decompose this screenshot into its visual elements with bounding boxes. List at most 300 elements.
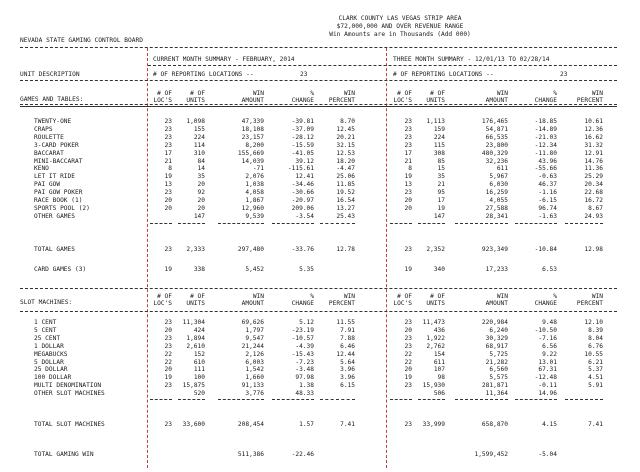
cell-c-chg: -3.54 [295, 212, 314, 220]
cell-t-win: 220,984 [481, 319, 508, 326]
cell-t-win: 4,055 [489, 197, 508, 204]
grand-total-three-win: 1,599,452 [474, 451, 508, 458]
cell-c-loc: 23 [164, 334, 172, 342]
cell-t-chg: 4.15 [542, 421, 557, 428]
col-header-pct: WIN [343, 90, 355, 97]
rule-period [148, 65, 617, 66]
cell-c-chg: -20.97 [291, 197, 314, 204]
cell-t-loc: 19 [404, 374, 412, 382]
cell-c-win: 1,797 [245, 326, 264, 334]
cell-t-win: 6,240 [489, 326, 508, 334]
cell-t-chg: -18.85 [534, 118, 557, 125]
separator-left [147, 48, 148, 468]
grand-total-label: TOTAL GAMING WIN [34, 451, 94, 458]
cell-c-loc: 23 [164, 118, 172, 125]
cell-t-loc: 23 [404, 342, 412, 350]
col-header-loc: # OF [397, 90, 412, 97]
cell-c-chg: 209.06 [291, 204, 314, 212]
units-note: Win Amounts are in Thousands (Add 000) [329, 31, 471, 38]
col-header-loc: # OF [157, 293, 172, 300]
cell-t-loc: 20 [404, 366, 412, 374]
cell-c-chg: 1.57 [299, 421, 314, 428]
cell-t-chg: -21.03 [534, 133, 557, 141]
col-header-loc-sub: LOC'S [153, 97, 172, 104]
cell-c-win: 3,776 [245, 390, 264, 398]
cell-t-win: 68,917 [485, 342, 508, 350]
agency-name: NEVADA STATE GAMING CONTROL BOARD [20, 37, 143, 44]
cell-t-chg: -10.84 [534, 246, 557, 253]
cell-c-win: 2,076 [245, 173, 264, 181]
row-label: KENO [34, 165, 49, 173]
cell-c-pct: 25.43 [336, 212, 355, 220]
cell-t-pct: 10.55 [584, 350, 603, 358]
cell-c-win: 1,660 [245, 374, 264, 382]
cell-t-win: 611 [496, 165, 508, 173]
cell-c-win: 14,039 [241, 157, 264, 165]
cell-t-loc: 23 [404, 246, 412, 253]
cell-t-pct: 12.98 [584, 246, 603, 253]
subtotal-rule [515, 223, 557, 224]
cell-t-chg: 6.56 [542, 342, 557, 350]
cell-t-units: 15 [437, 165, 445, 173]
subtotal-rule [515, 399, 557, 400]
subtotal-rule [390, 223, 412, 224]
row-label: MINI-BACCARAT [34, 157, 83, 165]
cell-c-win: 8,200 [245, 141, 264, 149]
subtotal-rule [320, 223, 355, 224]
cell-c-loc: 23 [164, 342, 172, 350]
cell-t-units: 33,999 [422, 421, 445, 428]
cell-c-units: 147 [193, 212, 205, 220]
cell-c-pct: 12.44 [336, 350, 355, 358]
cell-c-chg: -28.12 [291, 133, 314, 141]
col-header-pct-sub: PERCENT [328, 300, 355, 307]
cell-t-units: 17 [437, 197, 445, 204]
cell-c-loc: 23 [164, 246, 172, 253]
cell-c-units: 424 [193, 326, 205, 334]
cell-t-chg: 13.01 [538, 358, 557, 366]
row-label: 5 CENT [34, 326, 57, 334]
cell-c-pct: 6.46 [340, 342, 355, 350]
cell-t-chg: -10.50 [534, 326, 557, 334]
col-header-chg-sub: CHANGE [534, 97, 557, 104]
cell-c-loc: 22 [164, 350, 172, 358]
cell-c-loc: 23 [164, 382, 172, 390]
cell-c-units: 1,894 [186, 334, 205, 342]
cell-t-loc: 17 [404, 149, 412, 157]
cell-t-chg: -0.11 [538, 382, 557, 390]
cell-c-loc: 20 [164, 197, 172, 204]
cell-t-loc: 23 [404, 189, 412, 197]
cell-t-loc: 20 [404, 326, 412, 334]
col-header-pct: WIN [591, 90, 603, 97]
cell-t-pct: 8.04 [588, 334, 603, 342]
col-header-loc: # OF [157, 90, 172, 97]
cell-t-pct: 25.29 [584, 173, 603, 181]
cell-t-pct: 14.76 [584, 157, 603, 165]
cell-t-loc: 21 [404, 157, 412, 165]
row-label: ROULETTE [34, 133, 64, 141]
cell-c-chg: -3.48 [295, 366, 314, 374]
col-header-win-sub: AMOUNT [241, 300, 264, 307]
col-header-units: # OF [430, 90, 445, 97]
cell-t-pct: 12.10 [584, 319, 603, 326]
report-area: CLARK COUNTY LAS VEGAS STRIP AREA [338, 15, 462, 22]
cell-c-chg: -15.59 [291, 141, 314, 149]
cell-c-win: -71 [252, 165, 264, 173]
cell-c-pct: 7.88 [340, 334, 355, 342]
cell-c-win: 18,108 [241, 125, 264, 133]
subtotal-rule [178, 399, 205, 400]
col-header-chg-sub: CHANGE [291, 97, 314, 104]
cell-c-units: 92 [197, 189, 205, 197]
cell-t-pct: 8.67 [588, 204, 603, 212]
cell-t-pct: 4.51 [588, 374, 603, 382]
row-label: OTHER SLOT MACHINES [34, 390, 105, 398]
cell-c-units: 310 [193, 149, 205, 157]
col-header-units-sub: UNITS [426, 300, 445, 307]
cell-c-pct: 19.52 [336, 189, 355, 197]
cell-c-pct: 13.27 [336, 204, 355, 212]
subtotal-rule [455, 223, 508, 224]
subtotal-rule [418, 399, 445, 400]
col-header-win: WIN [496, 90, 508, 97]
cell-t-units: 11,473 [422, 319, 445, 326]
cell-c-loc: 8 [168, 165, 172, 173]
cell-t-chg: -55.66 [534, 165, 557, 173]
cell-t-units: 154 [433, 350, 445, 358]
col-header-chg: % [310, 293, 314, 300]
cell-t-win: 28,341 [485, 212, 508, 220]
cell-c-chg: -37.09 [291, 125, 314, 133]
cell-c-chg: -33.76 [291, 246, 314, 253]
cell-c-loc: 19 [164, 173, 172, 181]
subtotal-rule [418, 223, 445, 224]
col-header-loc: # OF [397, 293, 412, 300]
rule-games-header-2 [20, 106, 617, 107]
cell-c-units: 14 [197, 165, 205, 173]
cell-c-chg: 97.98 [295, 374, 314, 382]
cell-c-pct: 18.20 [336, 157, 355, 165]
cell-t-win: 27,588 [485, 204, 508, 212]
cell-t-units: 340 [433, 266, 445, 273]
row-label: PAI GOW POKER [34, 189, 83, 197]
cell-t-units: 85 [437, 157, 445, 165]
row-label: BACCARAT [34, 149, 64, 157]
cell-t-pct: 24.93 [584, 212, 603, 220]
cell-c-chg: -30.66 [291, 189, 314, 197]
cell-t-win: 281,871 [481, 382, 508, 390]
cell-c-chg: 1.38 [299, 382, 314, 390]
row-label: 1 CENT [34, 319, 57, 326]
row-label: TWENTY-ONE [34, 118, 72, 125]
cell-t-units: 159 [433, 125, 445, 133]
subtotal-rule [565, 399, 603, 400]
cell-c-units: 111 [193, 366, 205, 374]
cell-t-loc: 23 [404, 141, 412, 149]
cell-t-units: 506 [433, 390, 445, 398]
cell-t-units: 2,762 [426, 342, 445, 350]
cell-t-win: 658,870 [481, 421, 508, 428]
cell-c-pct: 7.41 [340, 421, 355, 428]
cell-c-win: 6,003 [245, 358, 264, 366]
cell-t-chg: -12.34 [534, 141, 557, 149]
cell-t-loc: 23 [404, 334, 412, 342]
cell-c-win: 208,454 [237, 421, 264, 428]
cell-t-units: 115 [433, 141, 445, 149]
cell-c-loc: 23 [164, 133, 172, 141]
cell-t-win: 30,329 [485, 334, 508, 342]
row-label: MEGABUCKS [34, 350, 68, 358]
subtotal-rule [320, 399, 355, 400]
cell-t-win: 5,725 [489, 350, 508, 358]
row-label: CRAPS [34, 125, 53, 133]
cell-t-chg: 46.37 [538, 181, 557, 189]
section-title: SLOT MACHINES: [20, 299, 73, 306]
subtotal-rule [455, 399, 508, 400]
cell-c-pct: 16.54 [336, 197, 355, 204]
col-header-loc-sub: LOC'S [393, 97, 412, 104]
cell-t-units: 308 [433, 149, 445, 157]
row-label: LET IT RIDE [34, 173, 75, 181]
cell-c-loc: 20 [164, 366, 172, 374]
cell-c-chg: -4.39 [295, 342, 314, 350]
col-header-chg: % [553, 90, 557, 97]
cell-t-pct: 10.61 [584, 118, 603, 125]
col-header-pct-sub: PERCENT [576, 300, 603, 307]
row-label: TOTAL SLOT MACHINES [34, 421, 105, 428]
row-label: 25 CENT [34, 334, 61, 342]
three-locations-value: 23 [560, 71, 568, 78]
col-header-loc-sub: LOC'S [393, 300, 412, 307]
cell-t-pct: 20.34 [584, 181, 603, 189]
rule-top [20, 47, 617, 48]
col-header-win: WIN [252, 293, 264, 300]
current-month-title: CURRENT MONTH SUMMARY - FEBRUARY, 2014 [153, 56, 295, 63]
three-locations-label: # OF REPORTING LOCATIONS -- [393, 71, 494, 78]
row-label: MULTI DENOMINATION [34, 382, 102, 390]
cell-t-win: 54,871 [485, 125, 508, 133]
cell-c-pct: 12.53 [336, 149, 355, 157]
cell-t-win: 480,329 [481, 149, 508, 157]
revenue-range: $72,000,000 AND OVER REVENUE RANGE [336, 23, 464, 30]
cell-t-units: 611 [433, 358, 445, 366]
cell-t-win: 11,364 [485, 390, 508, 398]
col-header-win: WIN [252, 90, 264, 97]
cell-c-loc: 23 [164, 421, 172, 428]
rule-games-header [20, 104, 617, 105]
cell-c-units: 1,098 [186, 118, 205, 125]
separator-middle [386, 48, 387, 468]
cell-c-units: 114 [193, 141, 205, 149]
cell-c-units: 610 [193, 358, 205, 366]
cell-t-pct: 8.39 [588, 326, 603, 334]
cell-t-loc: 23 [404, 421, 412, 428]
cell-t-chg: -1.16 [538, 189, 557, 197]
cell-c-win: 2,126 [245, 350, 264, 358]
cell-t-units: 35 [437, 173, 445, 181]
cell-c-pct: 12.45 [336, 125, 355, 133]
col-header-units: # OF [430, 293, 445, 300]
col-header-pct: WIN [343, 293, 355, 300]
cell-t-chg: -0.63 [538, 173, 557, 181]
cell-c-win: 21,244 [241, 342, 264, 350]
cell-c-pct: 3.96 [340, 374, 355, 382]
cell-t-win: 17,233 [485, 266, 508, 273]
rule-slots-header [20, 311, 617, 312]
cell-c-loc: 23 [164, 189, 172, 197]
cell-t-win: 176,465 [481, 118, 508, 125]
cell-t-loc: 20 [404, 197, 412, 204]
cell-t-loc: 23 [404, 125, 412, 133]
cell-c-units: 33,600 [182, 421, 205, 428]
cell-t-win: 16,259 [485, 189, 508, 197]
cell-t-chg: 6.53 [542, 266, 557, 273]
row-label: 25 DOLLAR [34, 366, 68, 374]
cell-c-win: 1,867 [245, 197, 264, 204]
cell-c-chg: 39.12 [295, 157, 314, 165]
col-header-win: WIN [496, 293, 508, 300]
cell-t-chg: 67.31 [538, 366, 557, 374]
cell-t-units: 224 [433, 133, 445, 141]
cell-t-units: 98 [437, 374, 445, 382]
row-label: OTHER GAMES [34, 212, 75, 220]
cell-c-loc: 23 [164, 319, 172, 326]
cell-t-loc: 23 [404, 133, 412, 141]
cell-t-pct: 12.91 [584, 149, 603, 157]
cell-c-loc: 22 [164, 358, 172, 366]
row-label: SPORTS POOL (2) [34, 204, 90, 212]
cell-c-loc: 13 [164, 181, 172, 189]
cell-c-chg: -10.57 [291, 334, 314, 342]
cell-t-win: 32,236 [485, 157, 508, 165]
cell-c-win: 9,539 [245, 212, 264, 220]
cell-c-units: 11,304 [182, 319, 205, 326]
cell-c-chg: 5.35 [299, 266, 314, 273]
subtotal-rule [272, 223, 314, 224]
col-header-units-sub: UNITS [186, 97, 205, 104]
cell-t-loc: 23 [404, 319, 412, 326]
cell-c-pct: 7.91 [340, 326, 355, 334]
cell-c-pct: 6.15 [340, 382, 355, 390]
cell-c-chg: -15.43 [291, 350, 314, 358]
cell-c-pct: 25.06 [336, 173, 355, 181]
cell-c-pct: 11.55 [336, 319, 355, 326]
unit-description-label: UNIT DESCRIPTION [20, 71, 80, 78]
cell-t-units: 147 [433, 212, 445, 220]
col-header-chg-sub: CHANGE [534, 300, 557, 307]
cell-t-units: 107 [433, 366, 445, 374]
subtotal-rule [218, 399, 264, 400]
cell-t-chg: 9.22 [542, 350, 557, 358]
subtotal-rule [150, 223, 172, 224]
cell-t-chg: 14.96 [538, 390, 557, 398]
col-header-pct-sub: PERCENT [576, 97, 603, 104]
cell-c-loc: 23 [164, 125, 172, 133]
cell-c-pct: 32.15 [336, 141, 355, 149]
cell-c-units: 2,333 [186, 246, 205, 253]
col-header-loc-sub: LOC'S [153, 300, 172, 307]
cell-c-win: 155,669 [237, 149, 264, 157]
cell-c-pct: 12.78 [336, 246, 355, 253]
cell-c-units: 35 [197, 173, 205, 181]
cell-t-units: 2,352 [426, 246, 445, 253]
col-header-chg: % [553, 293, 557, 300]
cell-c-win: 12,960 [241, 204, 264, 212]
cell-t-chg: -1.63 [538, 212, 557, 220]
subtotal-rule [272, 399, 314, 400]
cell-c-units: 20 [197, 197, 205, 204]
cell-c-units: 84 [197, 157, 205, 165]
cell-t-pct: 12.36 [584, 125, 603, 133]
cell-c-units: 15,875 [182, 382, 205, 390]
cell-c-pct: 11.85 [336, 181, 355, 189]
cell-c-chg: -34.46 [291, 181, 314, 189]
cell-c-pct: -4.47 [336, 165, 355, 173]
cell-t-win: 923,349 [481, 246, 508, 253]
cell-t-chg: -14.89 [534, 125, 557, 133]
cell-c-units: 520 [193, 390, 205, 398]
cell-t-pct: 6.76 [588, 342, 603, 350]
cell-c-win: 91,133 [241, 382, 264, 390]
cell-t-pct: 11.36 [584, 165, 603, 173]
cell-t-win: 66,535 [485, 133, 508, 141]
cell-t-units: 436 [433, 326, 445, 334]
col-header-chg-sub: CHANGE [291, 300, 314, 307]
cell-t-win: 21,282 [485, 358, 508, 366]
cell-c-pct: 5.64 [340, 358, 355, 366]
cell-c-loc: 20 [164, 326, 172, 334]
cell-c-win: 297,480 [237, 246, 264, 253]
cell-c-units: 100 [193, 374, 205, 382]
cell-c-win: 69,626 [241, 319, 264, 326]
cell-t-chg: -7.16 [538, 334, 557, 342]
cell-t-loc: 8 [408, 165, 412, 173]
cell-t-loc: 22 [404, 358, 412, 366]
col-header-units: # OF [190, 90, 205, 97]
cell-c-chg: -39.81 [291, 118, 314, 125]
row-label: TOTAL GAMES [34, 246, 75, 253]
grand-total-current-win: 511,386 [237, 451, 264, 458]
cell-c-units: 20 [197, 204, 205, 212]
row-label: RACE BOOK (1) [34, 197, 83, 204]
cell-c-units: 20 [197, 181, 205, 189]
cell-t-win: 5,967 [489, 173, 508, 181]
cell-t-pct: 16.62 [584, 133, 603, 141]
cell-c-loc: 23 [164, 141, 172, 149]
cell-c-win: 5,452 [245, 266, 264, 273]
section-title: GAMES AND TABLES: [20, 96, 84, 103]
subtotal-rule [150, 399, 172, 400]
cell-t-units: 15,930 [422, 382, 445, 390]
three-month-title: THREE MONTH SUMMARY - 12/01/13 TO 02/28/14 [393, 56, 550, 63]
cell-c-chg: -115.61 [287, 165, 314, 173]
cell-c-loc: 19 [164, 374, 172, 382]
cell-c-loc: 21 [164, 157, 172, 165]
cell-t-chg: -11.80 [534, 149, 557, 157]
cell-t-loc: 23 [404, 382, 412, 390]
cell-t-chg: -6.15 [538, 197, 557, 204]
cell-c-chg: -23.19 [291, 326, 314, 334]
row-label: 100 DOLLAR [34, 374, 72, 382]
cell-t-win: 23,800 [485, 141, 508, 149]
cell-c-loc: 19 [164, 266, 172, 273]
current-locations-label: # OF REPORTING LOCATIONS -- [153, 71, 254, 78]
current-locations-value: 23 [300, 71, 308, 78]
cell-t-win: 6,560 [489, 366, 508, 374]
cell-t-units: 1,922 [426, 334, 445, 342]
cell-c-chg: -7.23 [295, 358, 314, 366]
